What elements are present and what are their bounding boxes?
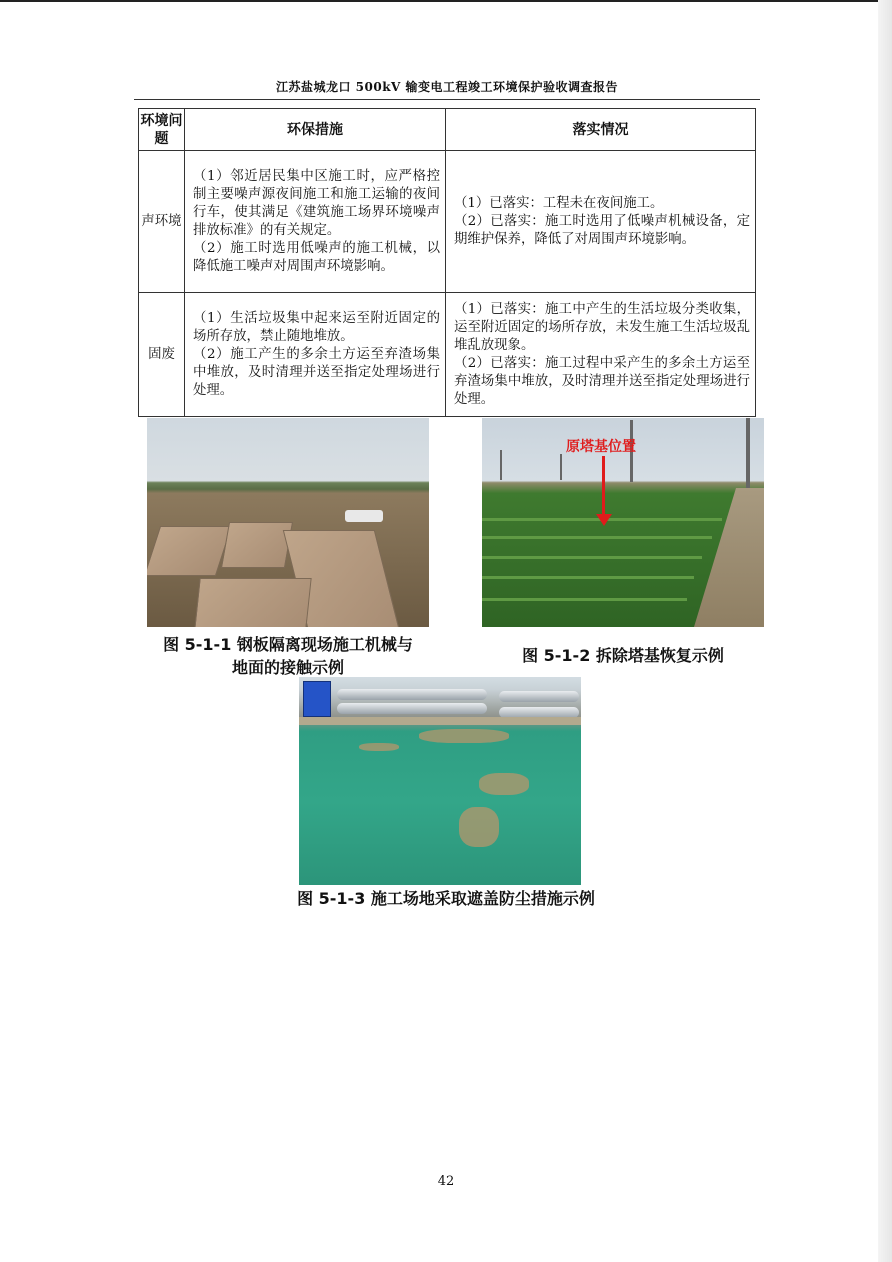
measure-item: （2）施工时选用低噪声的施工机械，以降低施工噪声对周围声环境影响。	[193, 240, 440, 274]
status-cell	[446, 293, 756, 417]
measure-item: （2）施工产生的多余土方运至弃渣场集中堆放，及时清理并送至指定处理场进行处理。	[193, 346, 440, 398]
dust-cover-net-photo	[299, 677, 581, 885]
column-header-status: 落实情况	[446, 109, 756, 151]
status-item: （2）已落实：施工时选用了低噪声机械设备，定期维护保养，降低了对周围声环境影响。	[454, 213, 750, 247]
measures-cell	[185, 151, 446, 293]
table-header-row	[139, 109, 756, 151]
measure-item: （1）生活垃圾集中起来运至附近固定的场所存放，禁止随地堆放。	[193, 310, 440, 344]
header-rule	[134, 99, 760, 100]
issue-cell: 固废	[139, 293, 185, 417]
status-item: （2）已落实：施工过程中采产生的多余土方运至弃渣场集中堆放，及时清理并送至指定处理场进行处理。	[454, 355, 750, 407]
column-header-issue: 环境问题	[139, 109, 185, 151]
status-item: （1）已落实：工程未在夜间施工。	[454, 195, 664, 211]
steel-plate-photo	[147, 418, 429, 627]
top-border-line	[0, 0, 892, 2]
table-row	[139, 151, 756, 293]
issue-cell: 声环境	[139, 151, 185, 293]
environmental-measures-table	[138, 108, 756, 417]
report-header: 江苏盐城龙口 500kV 输变电工程竣工环境保护验收调查报告	[275, 80, 619, 94]
status-cell	[446, 151, 756, 293]
measure-item: （1）邻近居民集中区施工时，应严格控制主要噪声源夜间施工和施工运输的夜间行车，使其满足《建筑施工场界环境噪声排放标准》的有关规定。	[193, 168, 440, 238]
table-row	[139, 293, 756, 417]
marker-arrow	[602, 456, 605, 518]
tower-site-restoration-photo	[482, 418, 764, 627]
column-header-measures: 环保措施	[185, 109, 446, 151]
status-item: （1）已落实：施工中产生的生活垃圾分类收集，运至附近固定的场所存放，未发生施工生活垃圾乱堆乱放现象。	[454, 301, 750, 353]
page-number: 42	[437, 1174, 455, 1189]
figure-caption-1: 图 5-1-1 钢板隔离现场施工机械与 地面的接触示例	[163, 635, 413, 677]
figure-caption-3: 图 5-1-3 施工场地采取遮盖防尘措施示例	[297, 889, 595, 908]
page-edge-shade	[878, 0, 892, 1262]
measures-cell	[185, 293, 446, 417]
arrow-down-icon	[596, 514, 612, 526]
original-tower-position-label: 原塔基位置	[566, 439, 636, 455]
figure-caption-2: 图 5-1-2 拆除塔基恢复示例	[522, 646, 724, 665]
